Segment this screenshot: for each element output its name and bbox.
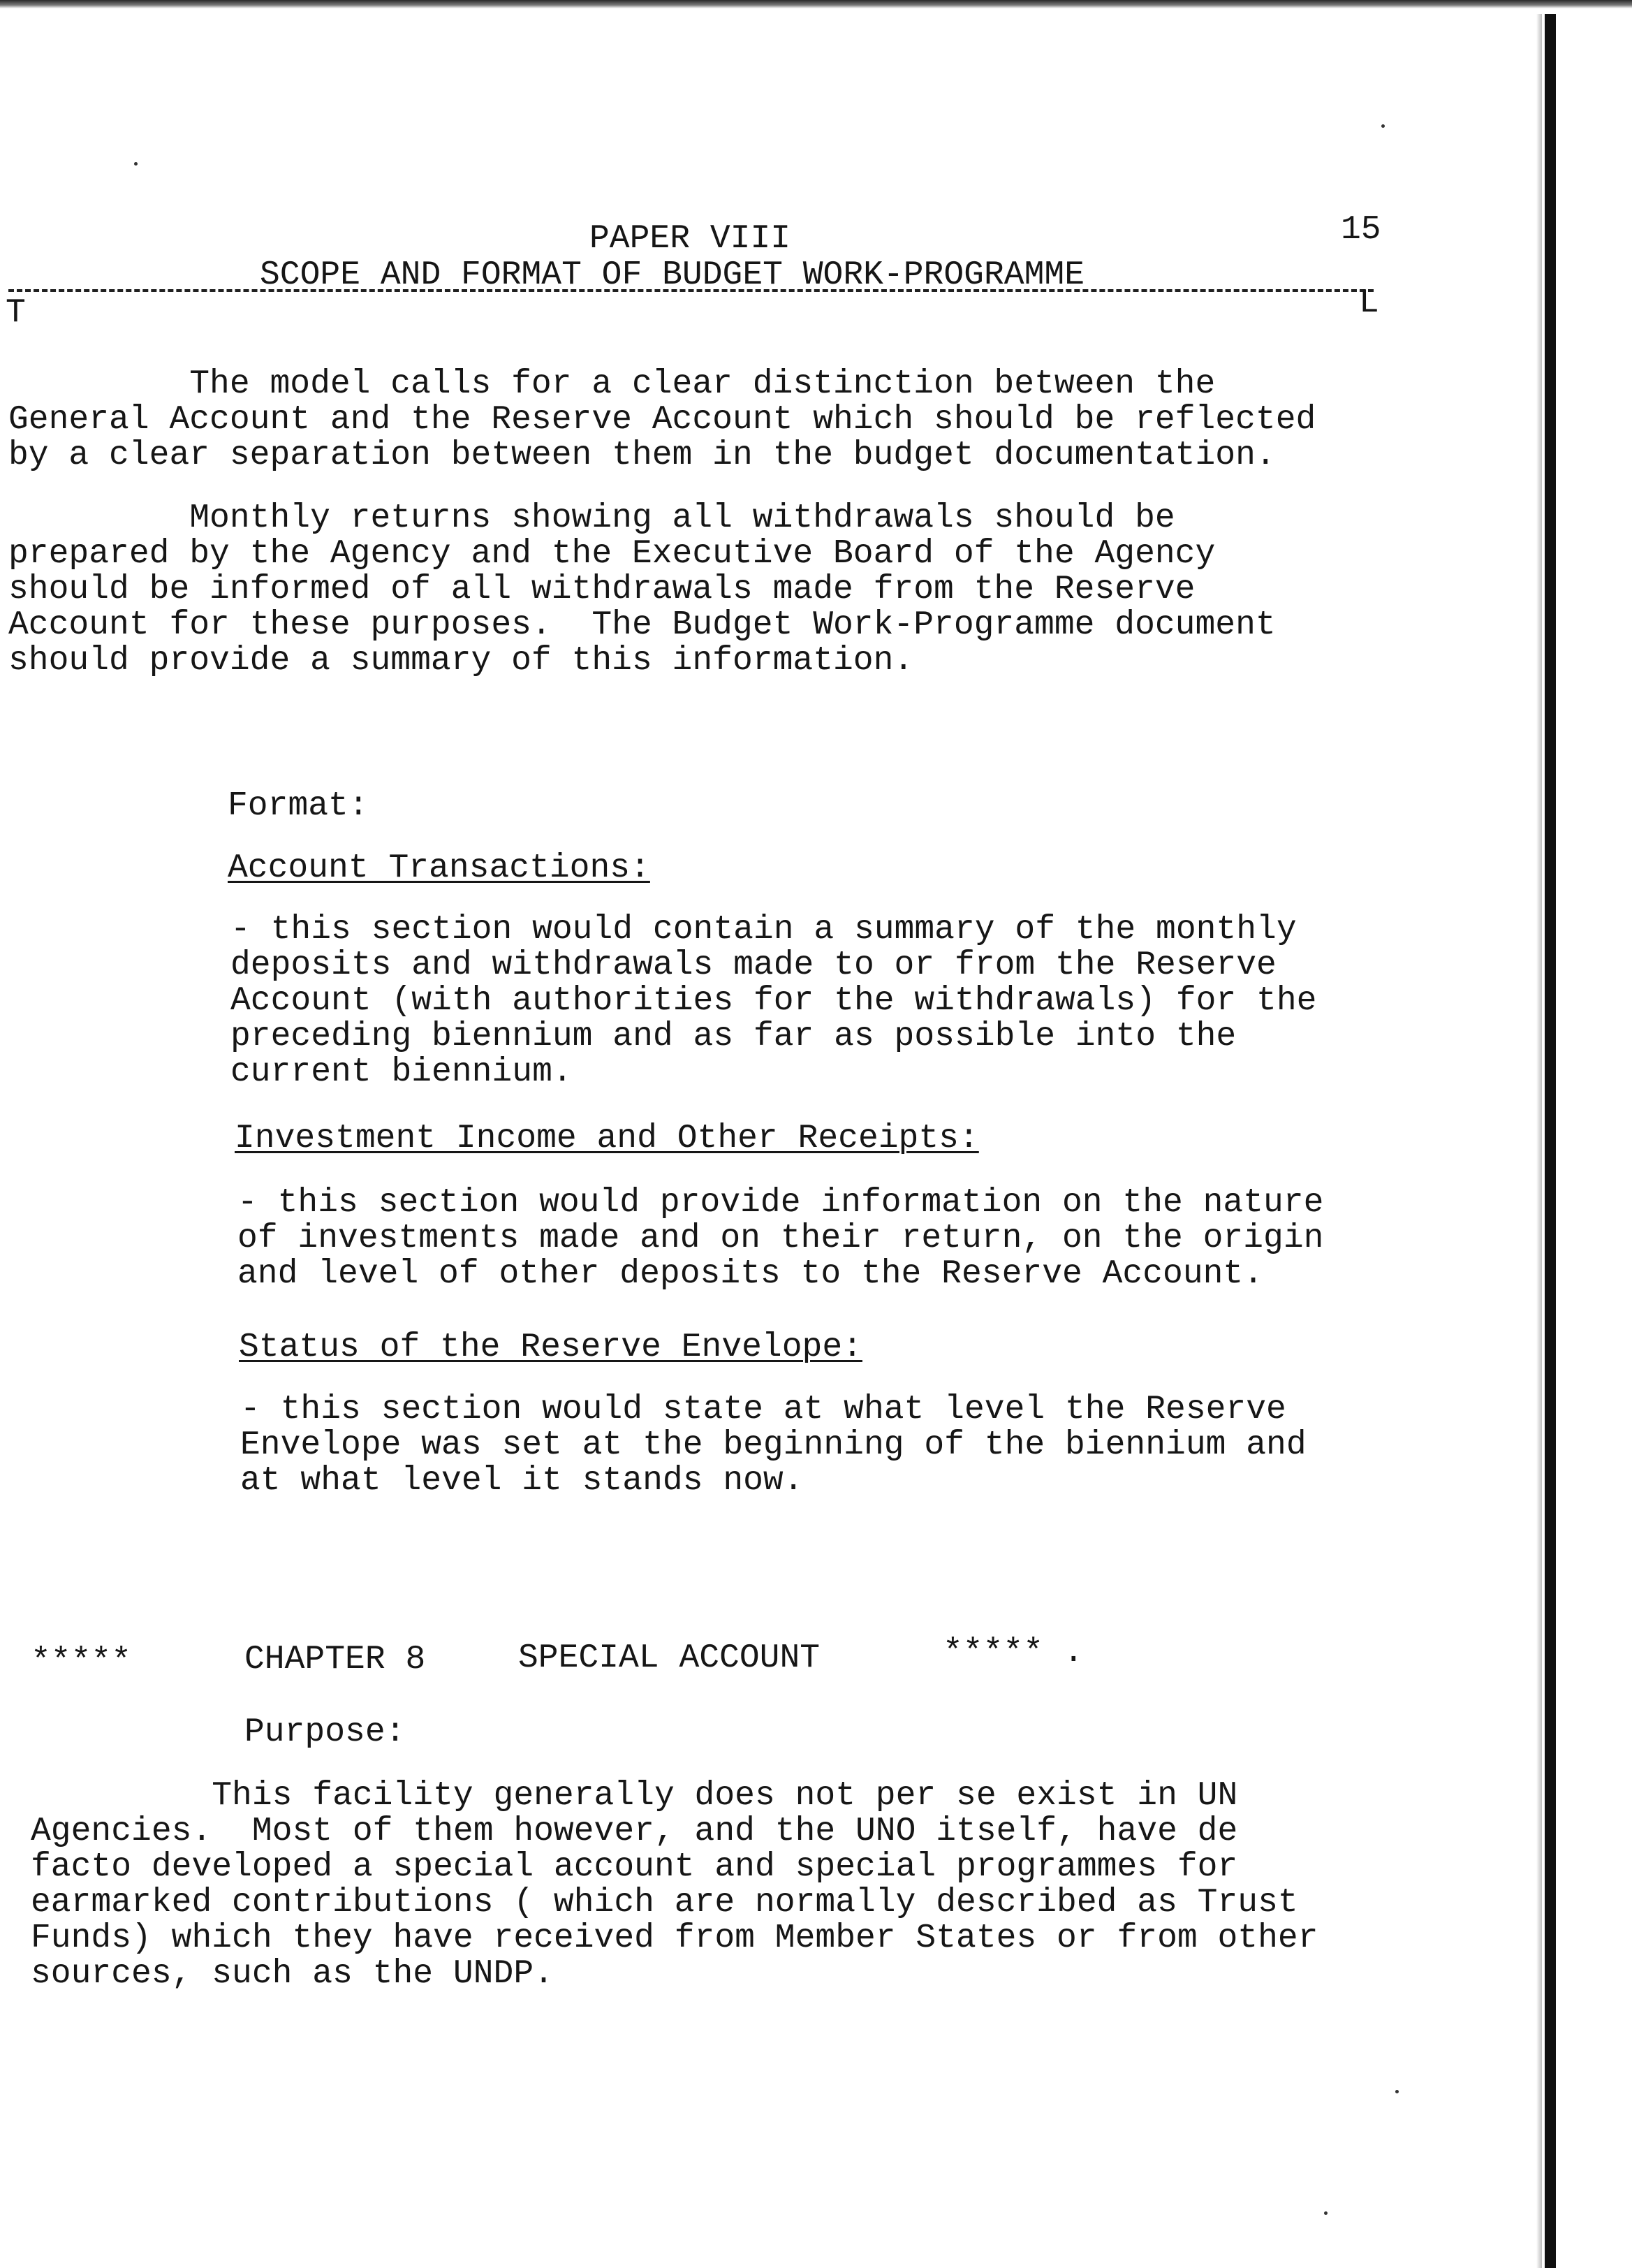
section-heading-investment-income: Investment Income and Other Receipts:	[235, 1120, 979, 1157]
scan-speck	[134, 162, 138, 166]
document-title: SCOPE AND FORMAT OF BUDGET WORK-PROGRAMME	[260, 256, 1085, 294]
page-number: 15	[1341, 211, 1381, 249]
format-label: Format:	[228, 787, 369, 825]
paragraph-model: The model calls for a clear distinction between the General Account and the Reserve Account which should be reflected by a clear separation between them in the budget documentation.	[8, 365, 1316, 474]
scan-binding-shadow	[1536, 14, 1542, 2268]
purpose-body: This facility generally does not per se exist in UN Agencies. Most of them however, and the UNO itself, have de facto developed a special account and special programmes for earmarked contributions ( which are normally described as Trust Funds) which they have received from Member States or from other sources, such as the UNDP.	[31, 1777, 1318, 1993]
scan-speck	[1324, 2211, 1328, 2215]
rule-left-mark: T	[6, 294, 26, 332]
scan-speck	[1381, 124, 1385, 128]
rule-right-mark: L	[1359, 284, 1379, 322]
chapter-stars-right: ***** .	[943, 1634, 1084, 1671]
section-heading-account-transactions: Account Transactions:	[228, 849, 650, 887]
chapter-number: CHAPTER 8	[244, 1641, 426, 1678]
paragraph-monthly-returns: Monthly returns showing all withdrawals should be prepared by the Agency and the Executive Board of the Agency should be informed of all withdrawals made from the Reserve Account for these purposes. The Budget Work-Programme document should provide a summary of this information.	[8, 499, 1276, 680]
header-rule	[8, 289, 1374, 292]
scan-speck	[1395, 2090, 1399, 2093]
chapter-stars-left: *****	[31, 1643, 132, 1681]
section-body-investment-income: - this section would provide information on the nature of investments made and on their return, on the origin and level of other deposits to the Reserve Account.	[237, 1184, 1324, 1293]
section-heading-reserve-envelope: Status of the Reserve Envelope:	[239, 1329, 862, 1366]
section-body-account-transactions: - this section would contain a summary of the monthly deposits and withdrawals made to or from the Reserve Account (with authorities for the withdrawals) for the preceding biennium and as far as possible into the current biennium.	[230, 911, 1317, 1091]
scan-binding-edge	[1545, 14, 1556, 2268]
scan-top-edge	[0, 0, 1632, 8]
purpose-label: Purpose:	[244, 1713, 406, 1751]
section-body-reserve-envelope: - this section would state at what level the Reserve Envelope was set at the beginning of the biennium and at what level it stands now.	[240, 1391, 1307, 1500]
paper-label: PAPER VIII	[589, 220, 791, 258]
chapter-title: SPECIAL ACCOUNT	[518, 1639, 821, 1677]
